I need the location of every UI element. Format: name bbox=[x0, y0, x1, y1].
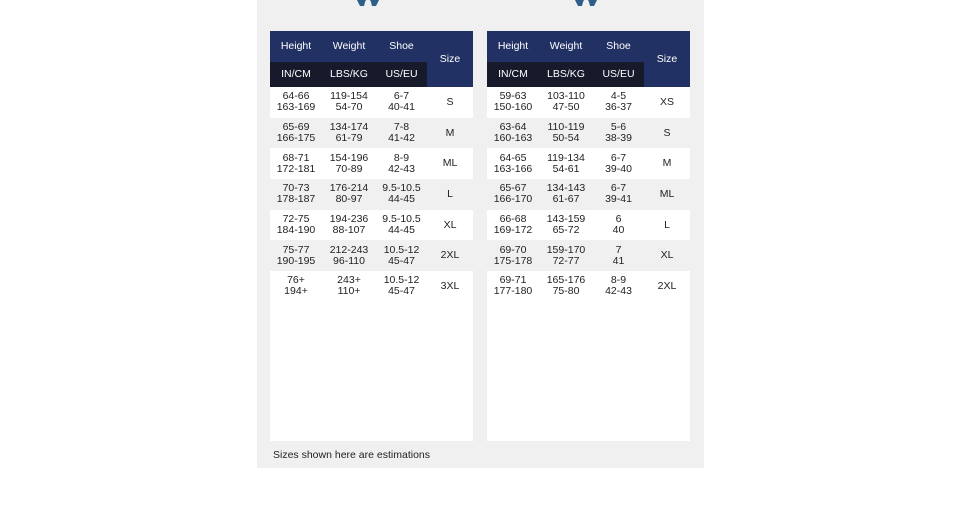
table-row bbox=[487, 271, 690, 302]
unit-weight: LBS/KG bbox=[539, 62, 593, 87]
shoe-value: 7 bbox=[615, 243, 622, 256]
shoe-cell bbox=[593, 210, 644, 241]
size-chart-left bbox=[270, 31, 473, 441]
weight-value: 54-61 bbox=[552, 162, 580, 175]
shoe-cell bbox=[376, 240, 427, 271]
weight-value: 154-196 bbox=[329, 151, 369, 164]
height-value: 75-77 bbox=[282, 243, 310, 256]
shoe-value: 39-41 bbox=[605, 193, 632, 206]
shoe-value: 44-45 bbox=[388, 193, 415, 206]
shoe-cell bbox=[376, 87, 427, 118]
weight-value: 54-70 bbox=[335, 101, 363, 114]
height-cell bbox=[487, 118, 539, 149]
height-value: 184-190 bbox=[276, 224, 316, 237]
size-chart-right bbox=[487, 31, 690, 441]
size-cell: M bbox=[445, 126, 455, 139]
shoe-value: 9.5-10.5 bbox=[382, 182, 421, 195]
unit-height: IN/CM bbox=[270, 62, 322, 87]
height-value: 163-166 bbox=[493, 162, 533, 175]
shoe-value: 36-37 bbox=[605, 101, 632, 114]
table-row bbox=[487, 240, 690, 271]
table-row bbox=[270, 240, 473, 271]
header-shoe: Shoe bbox=[606, 40, 631, 52]
weight-cell bbox=[322, 87, 376, 118]
header-weight: Weight bbox=[549, 40, 583, 52]
size-cell: S bbox=[663, 126, 671, 139]
weight-cell bbox=[322, 240, 376, 271]
weight-value: 61-79 bbox=[335, 132, 363, 145]
height-cell bbox=[270, 118, 322, 149]
weight-cell bbox=[322, 148, 376, 179]
weight-value: 72-77 bbox=[552, 254, 580, 267]
shoe-value: 10.5-12 bbox=[383, 274, 420, 287]
shoe-value: 38-39 bbox=[605, 132, 632, 145]
shoe-cell bbox=[376, 271, 427, 302]
shoe-cell bbox=[593, 87, 644, 118]
height-value: 166-170 bbox=[493, 193, 533, 206]
weight-value: 110+ bbox=[337, 285, 361, 298]
weight-value: 47-50 bbox=[552, 101, 580, 114]
height-cell bbox=[487, 240, 539, 271]
table-header bbox=[270, 31, 473, 87]
weight-value: 134-143 bbox=[546, 182, 586, 195]
weight-cell bbox=[539, 118, 593, 149]
shoe-value: 8-9 bbox=[610, 274, 627, 287]
height-value: 178-187 bbox=[276, 193, 316, 206]
height-value: 175-178 bbox=[493, 254, 533, 267]
weight-value: 119-134 bbox=[547, 151, 585, 164]
weight-value: 119-154 bbox=[330, 90, 368, 103]
height-value: 59-63 bbox=[499, 90, 527, 103]
table-row bbox=[270, 118, 473, 149]
table-header bbox=[487, 31, 690, 87]
size-cell: S bbox=[446, 95, 454, 108]
height-cell bbox=[487, 148, 539, 179]
weight-value: 134-174 bbox=[329, 121, 369, 134]
table-row bbox=[487, 87, 690, 118]
size-cell: XL bbox=[443, 218, 457, 231]
table-row bbox=[270, 87, 473, 118]
height-value: 65-69 bbox=[282, 121, 310, 134]
height-value: 177-180 bbox=[493, 285, 533, 298]
size-cell: M bbox=[662, 157, 672, 170]
figure-icon bbox=[354, 0, 382, 6]
shoe-value: 9.5-10.5 bbox=[382, 213, 421, 226]
shoe-value: 6 bbox=[615, 213, 622, 226]
weight-value: 50-54 bbox=[552, 132, 580, 145]
weight-value: 88-107 bbox=[332, 224, 366, 237]
height-cell bbox=[487, 271, 539, 302]
size-cell: ML bbox=[442, 157, 458, 170]
height-cell bbox=[270, 87, 322, 118]
height-value: 69-70 bbox=[499, 243, 527, 256]
size-cell: 2XL bbox=[440, 249, 460, 262]
shoe-value: 42-43 bbox=[388, 162, 415, 175]
size-cell: ML bbox=[659, 187, 675, 200]
height-cell bbox=[270, 179, 322, 210]
shoe-cell bbox=[593, 118, 644, 149]
weight-value: 80-97 bbox=[335, 193, 363, 206]
unit-shoe: US/EU bbox=[593, 62, 644, 87]
size-cell: XS bbox=[659, 95, 674, 108]
shoe-cell bbox=[593, 240, 644, 271]
table-row bbox=[270, 271, 473, 302]
weight-cell bbox=[539, 210, 593, 241]
height-value: 66-68 bbox=[499, 213, 527, 226]
weight-cell bbox=[322, 179, 376, 210]
height-cell bbox=[487, 210, 539, 241]
shoe-value: 41 bbox=[612, 254, 625, 267]
height-value: 169-172 bbox=[493, 224, 533, 237]
size-cell: L bbox=[664, 218, 670, 231]
weight-value: 96-110 bbox=[333, 254, 365, 267]
weight-value: 65-72 bbox=[552, 224, 580, 237]
shoe-cell bbox=[593, 148, 644, 179]
height-value: 76+ bbox=[287, 274, 305, 287]
weight-value: 61-67 bbox=[552, 193, 580, 206]
header-size: Size bbox=[656, 53, 678, 65]
height-cell bbox=[487, 179, 539, 210]
height-value: 190-195 bbox=[276, 254, 316, 267]
shoe-cell bbox=[376, 210, 427, 241]
weight-cell bbox=[322, 271, 376, 302]
weight-value: 243+ bbox=[337, 274, 361, 287]
size-cell: XL bbox=[660, 249, 674, 262]
height-cell bbox=[270, 240, 322, 271]
shoe-cell bbox=[593, 179, 644, 210]
height-cell bbox=[270, 271, 322, 302]
height-cell bbox=[487, 87, 539, 118]
table-row bbox=[487, 148, 690, 179]
height-value: 163-169 bbox=[276, 101, 316, 114]
table-row bbox=[487, 179, 690, 210]
height-value: 63-64 bbox=[499, 121, 527, 134]
shoe-cell bbox=[593, 271, 644, 302]
weight-value: 70-89 bbox=[335, 162, 363, 175]
shoe-value: 6-7 bbox=[393, 90, 410, 103]
shoe-value: 6-7 bbox=[610, 151, 627, 164]
height-cell bbox=[270, 210, 322, 241]
shoe-value: 44-45 bbox=[388, 224, 415, 237]
height-value: 150-160 bbox=[493, 101, 533, 114]
height-value: 172-181 bbox=[276, 162, 316, 175]
weight-value: 103-110 bbox=[547, 90, 585, 103]
unit-weight: LBS/KG bbox=[322, 62, 376, 87]
figure-icon bbox=[572, 0, 600, 6]
height-value: 65-67 bbox=[499, 182, 527, 195]
height-value: 68-71 bbox=[282, 151, 310, 164]
weight-value: 110-119 bbox=[547, 121, 585, 134]
weight-value: 176-214 bbox=[329, 182, 369, 195]
header-size: Size bbox=[439, 53, 461, 65]
shoe-value: 6-7 bbox=[610, 182, 627, 195]
header-height: Height bbox=[497, 40, 529, 52]
shoe-value: 39-40 bbox=[605, 162, 632, 175]
shoe-cell bbox=[376, 118, 427, 149]
shoe-value: 40 bbox=[612, 224, 625, 237]
shoe-value: 10.5-12 bbox=[383, 243, 420, 256]
table-body bbox=[270, 87, 473, 302]
table-row bbox=[270, 179, 473, 210]
shoe-value: 45-47 bbox=[388, 254, 415, 267]
height-value: 70-73 bbox=[282, 182, 310, 195]
weight-cell bbox=[322, 210, 376, 241]
weight-cell bbox=[539, 148, 593, 179]
shoe-value: 7-8 bbox=[393, 121, 410, 134]
shoe-value: 8-9 bbox=[393, 151, 410, 164]
size-cell: L bbox=[447, 187, 453, 200]
weight-value: 159-170 bbox=[546, 243, 586, 256]
weight-cell bbox=[539, 271, 593, 302]
size-guide-panel bbox=[257, 0, 704, 468]
table-row bbox=[487, 210, 690, 241]
height-value: 166-175 bbox=[276, 132, 316, 145]
table-row bbox=[487, 118, 690, 149]
estimation-note: Sizes shown here are estimations bbox=[273, 449, 430, 461]
weight-value: 194-236 bbox=[329, 213, 369, 226]
unit-shoe: US/EU bbox=[376, 62, 427, 87]
shoe-value: 45-47 bbox=[388, 285, 415, 298]
height-value: 160-163 bbox=[493, 132, 533, 145]
header-shoe: Shoe bbox=[389, 40, 414, 52]
height-value: 64-66 bbox=[282, 90, 310, 103]
height-cell bbox=[270, 148, 322, 179]
unit-height: IN/CM bbox=[487, 62, 539, 87]
shoe-value: 41-42 bbox=[388, 132, 415, 145]
weight-value: 212-243 bbox=[329, 243, 369, 256]
table-row bbox=[270, 148, 473, 179]
height-value: 72-75 bbox=[282, 213, 310, 226]
shoe-value: 42-43 bbox=[605, 285, 632, 298]
shoe-value: 5-6 bbox=[610, 121, 627, 134]
height-value: 69-71 bbox=[499, 274, 527, 287]
weight-cell bbox=[539, 87, 593, 118]
size-cell: 3XL bbox=[440, 279, 460, 292]
shoe-value: 40-41 bbox=[388, 101, 415, 114]
shoe-cell bbox=[376, 179, 427, 210]
table-body bbox=[487, 87, 690, 302]
weight-value: 143-159 bbox=[546, 213, 586, 226]
shoe-cell bbox=[376, 148, 427, 179]
weight-cell bbox=[539, 179, 593, 210]
height-value: 194+ bbox=[284, 285, 308, 298]
weight-cell bbox=[539, 240, 593, 271]
size-cell: 2XL bbox=[657, 279, 677, 292]
height-value: 64-65 bbox=[499, 151, 527, 164]
header-weight: Weight bbox=[332, 40, 366, 52]
header-height: Height bbox=[280, 40, 312, 52]
table-row bbox=[270, 210, 473, 241]
weight-cell bbox=[322, 118, 376, 149]
shoe-value: 4-5 bbox=[610, 90, 627, 103]
weight-value: 165-176 bbox=[546, 274, 586, 287]
weight-value: 75-80 bbox=[552, 285, 580, 298]
